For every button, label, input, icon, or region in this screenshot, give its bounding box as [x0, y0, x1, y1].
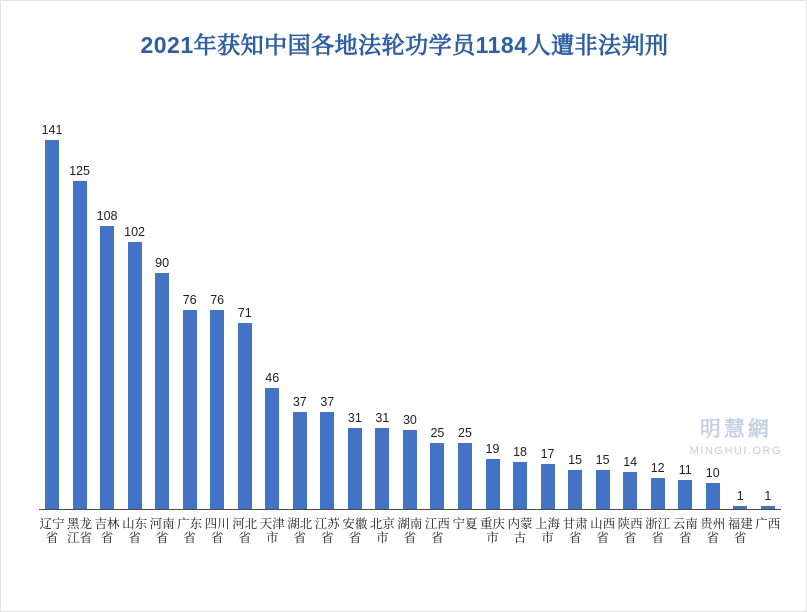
bar	[265, 388, 279, 509]
bar	[458, 443, 472, 509]
x-tick-label: 贵州省	[700, 517, 726, 545]
x-axis-line	[39, 509, 781, 510]
bar	[596, 470, 610, 509]
bar-value-label: 31	[375, 410, 390, 425]
x-tick-label: 河南省	[149, 517, 175, 545]
bar	[348, 428, 362, 509]
bar	[45, 140, 59, 509]
watermark-en: MINGHUI.ORG	[689, 445, 782, 457]
x-tick-label: 上海市	[535, 517, 561, 545]
x-tick-label: 浙江省	[645, 517, 671, 545]
bar	[568, 470, 582, 509]
x-tick-label: 山西省	[590, 517, 616, 545]
bar-column	[617, 97, 643, 509]
bar	[651, 478, 665, 509]
bar	[706, 483, 720, 509]
x-tick-label: 黑龙江省	[67, 517, 93, 545]
bar	[375, 428, 389, 509]
x-tick-label: 北京市	[369, 517, 395, 545]
bar	[678, 480, 692, 509]
bar-value-label: 19	[485, 441, 500, 456]
bar-series	[39, 97, 781, 509]
bar-value-label: 30	[402, 412, 417, 427]
bar	[320, 412, 334, 509]
bar-value-label: 76	[182, 292, 197, 307]
x-tick-label: 四川省	[204, 517, 230, 545]
bar-value-label: 37	[320, 394, 335, 409]
bar-column	[535, 97, 561, 509]
bar-column	[67, 97, 93, 509]
x-tick-label: 湖南省	[397, 517, 423, 545]
bar-value-label: 11	[678, 462, 692, 477]
bar	[210, 310, 224, 509]
bar-value-label: 10	[705, 465, 720, 480]
bar	[486, 459, 500, 509]
x-tick-label: 安徽省	[342, 517, 368, 545]
bar-value-label: 12	[650, 460, 665, 475]
bar-column	[590, 97, 616, 509]
watermark-cn: 明慧網	[699, 418, 772, 441]
x-tick-label: 陕西省	[617, 517, 643, 545]
bar-value-label: 18	[513, 444, 527, 459]
bar-column	[507, 97, 533, 509]
x-axis-tick-labels	[39, 515, 781, 607]
x-tick-label: 辽宁省	[39, 517, 65, 545]
bar-value-label: 37	[292, 394, 307, 409]
bar-column	[424, 97, 450, 509]
bar-column	[562, 97, 588, 509]
x-tick-label: 宁夏	[452, 517, 478, 531]
x-tick-label: 河北省	[232, 517, 258, 545]
bar-value-label: 15	[568, 452, 583, 467]
bar-column	[397, 97, 423, 509]
bar-column	[39, 97, 65, 509]
x-tick-label: 湖北省	[287, 517, 313, 545]
bar	[403, 430, 417, 509]
x-tick-label: 重庆市	[479, 517, 505, 545]
x-tick-label: 内蒙古	[507, 517, 533, 545]
watermark	[690, 419, 782, 457]
x-tick-label: 吉林省	[94, 517, 120, 545]
bar-column	[314, 97, 340, 509]
x-tick-label: 甘肃省	[562, 517, 588, 545]
bar-column	[94, 97, 120, 509]
bar-value-label: 141	[41, 122, 63, 137]
bar-value-label: 76	[210, 292, 225, 307]
bar-column	[259, 97, 285, 509]
x-tick-label: 山东省	[122, 517, 148, 545]
bar-column	[342, 97, 368, 509]
x-tick-label: 广西	[755, 517, 781, 531]
bar-column	[122, 97, 148, 509]
bar-column	[480, 97, 506, 509]
bar-value-label: 46	[265, 370, 280, 385]
bar	[430, 443, 444, 509]
bar-value-label: 25	[430, 425, 445, 440]
bar-column	[232, 97, 258, 509]
bar-value-label: 25	[458, 425, 472, 440]
x-tick-label: 江苏省	[314, 517, 340, 545]
bar-value-label: 15	[595, 452, 610, 467]
bar	[155, 273, 169, 509]
x-tick-label: 江西省	[424, 517, 450, 545]
bar	[293, 412, 307, 509]
bar-value-label: 1	[736, 488, 744, 503]
bar	[513, 462, 527, 509]
bar-value-label: 90	[155, 255, 170, 270]
bar-column	[149, 97, 175, 509]
bar	[100, 226, 114, 509]
bar	[183, 310, 197, 509]
bar-column	[452, 97, 478, 509]
x-tick-label: 广东省	[177, 517, 203, 545]
bar-column	[204, 97, 230, 509]
bar-value-label: 17	[540, 446, 555, 461]
x-tick-label: 天津市	[259, 517, 285, 545]
bar	[238, 323, 252, 509]
chart-title: 2021年获知中国各地法轮功学员1184人遭非法判刑	[140, 32, 669, 58]
bar-value-label: 71	[237, 305, 252, 320]
bar-value-label: 102	[124, 224, 146, 239]
x-tick-label: 福建省	[727, 517, 753, 545]
bar-column	[287, 97, 313, 509]
bar	[128, 242, 142, 509]
bar-column	[645, 97, 671, 509]
bar-value-label: 125	[69, 163, 90, 178]
bar-value-label: 1	[764, 488, 772, 503]
bar	[541, 464, 555, 509]
bar	[73, 181, 87, 509]
x-tick-label: 云南省	[672, 517, 698, 545]
bar-value-label: 14	[623, 454, 638, 469]
bar-value-label: 31	[347, 410, 362, 425]
bar-value-label: 108	[96, 208, 118, 223]
bar	[623, 472, 637, 509]
bar-column	[369, 97, 395, 509]
bar-column	[177, 97, 203, 509]
